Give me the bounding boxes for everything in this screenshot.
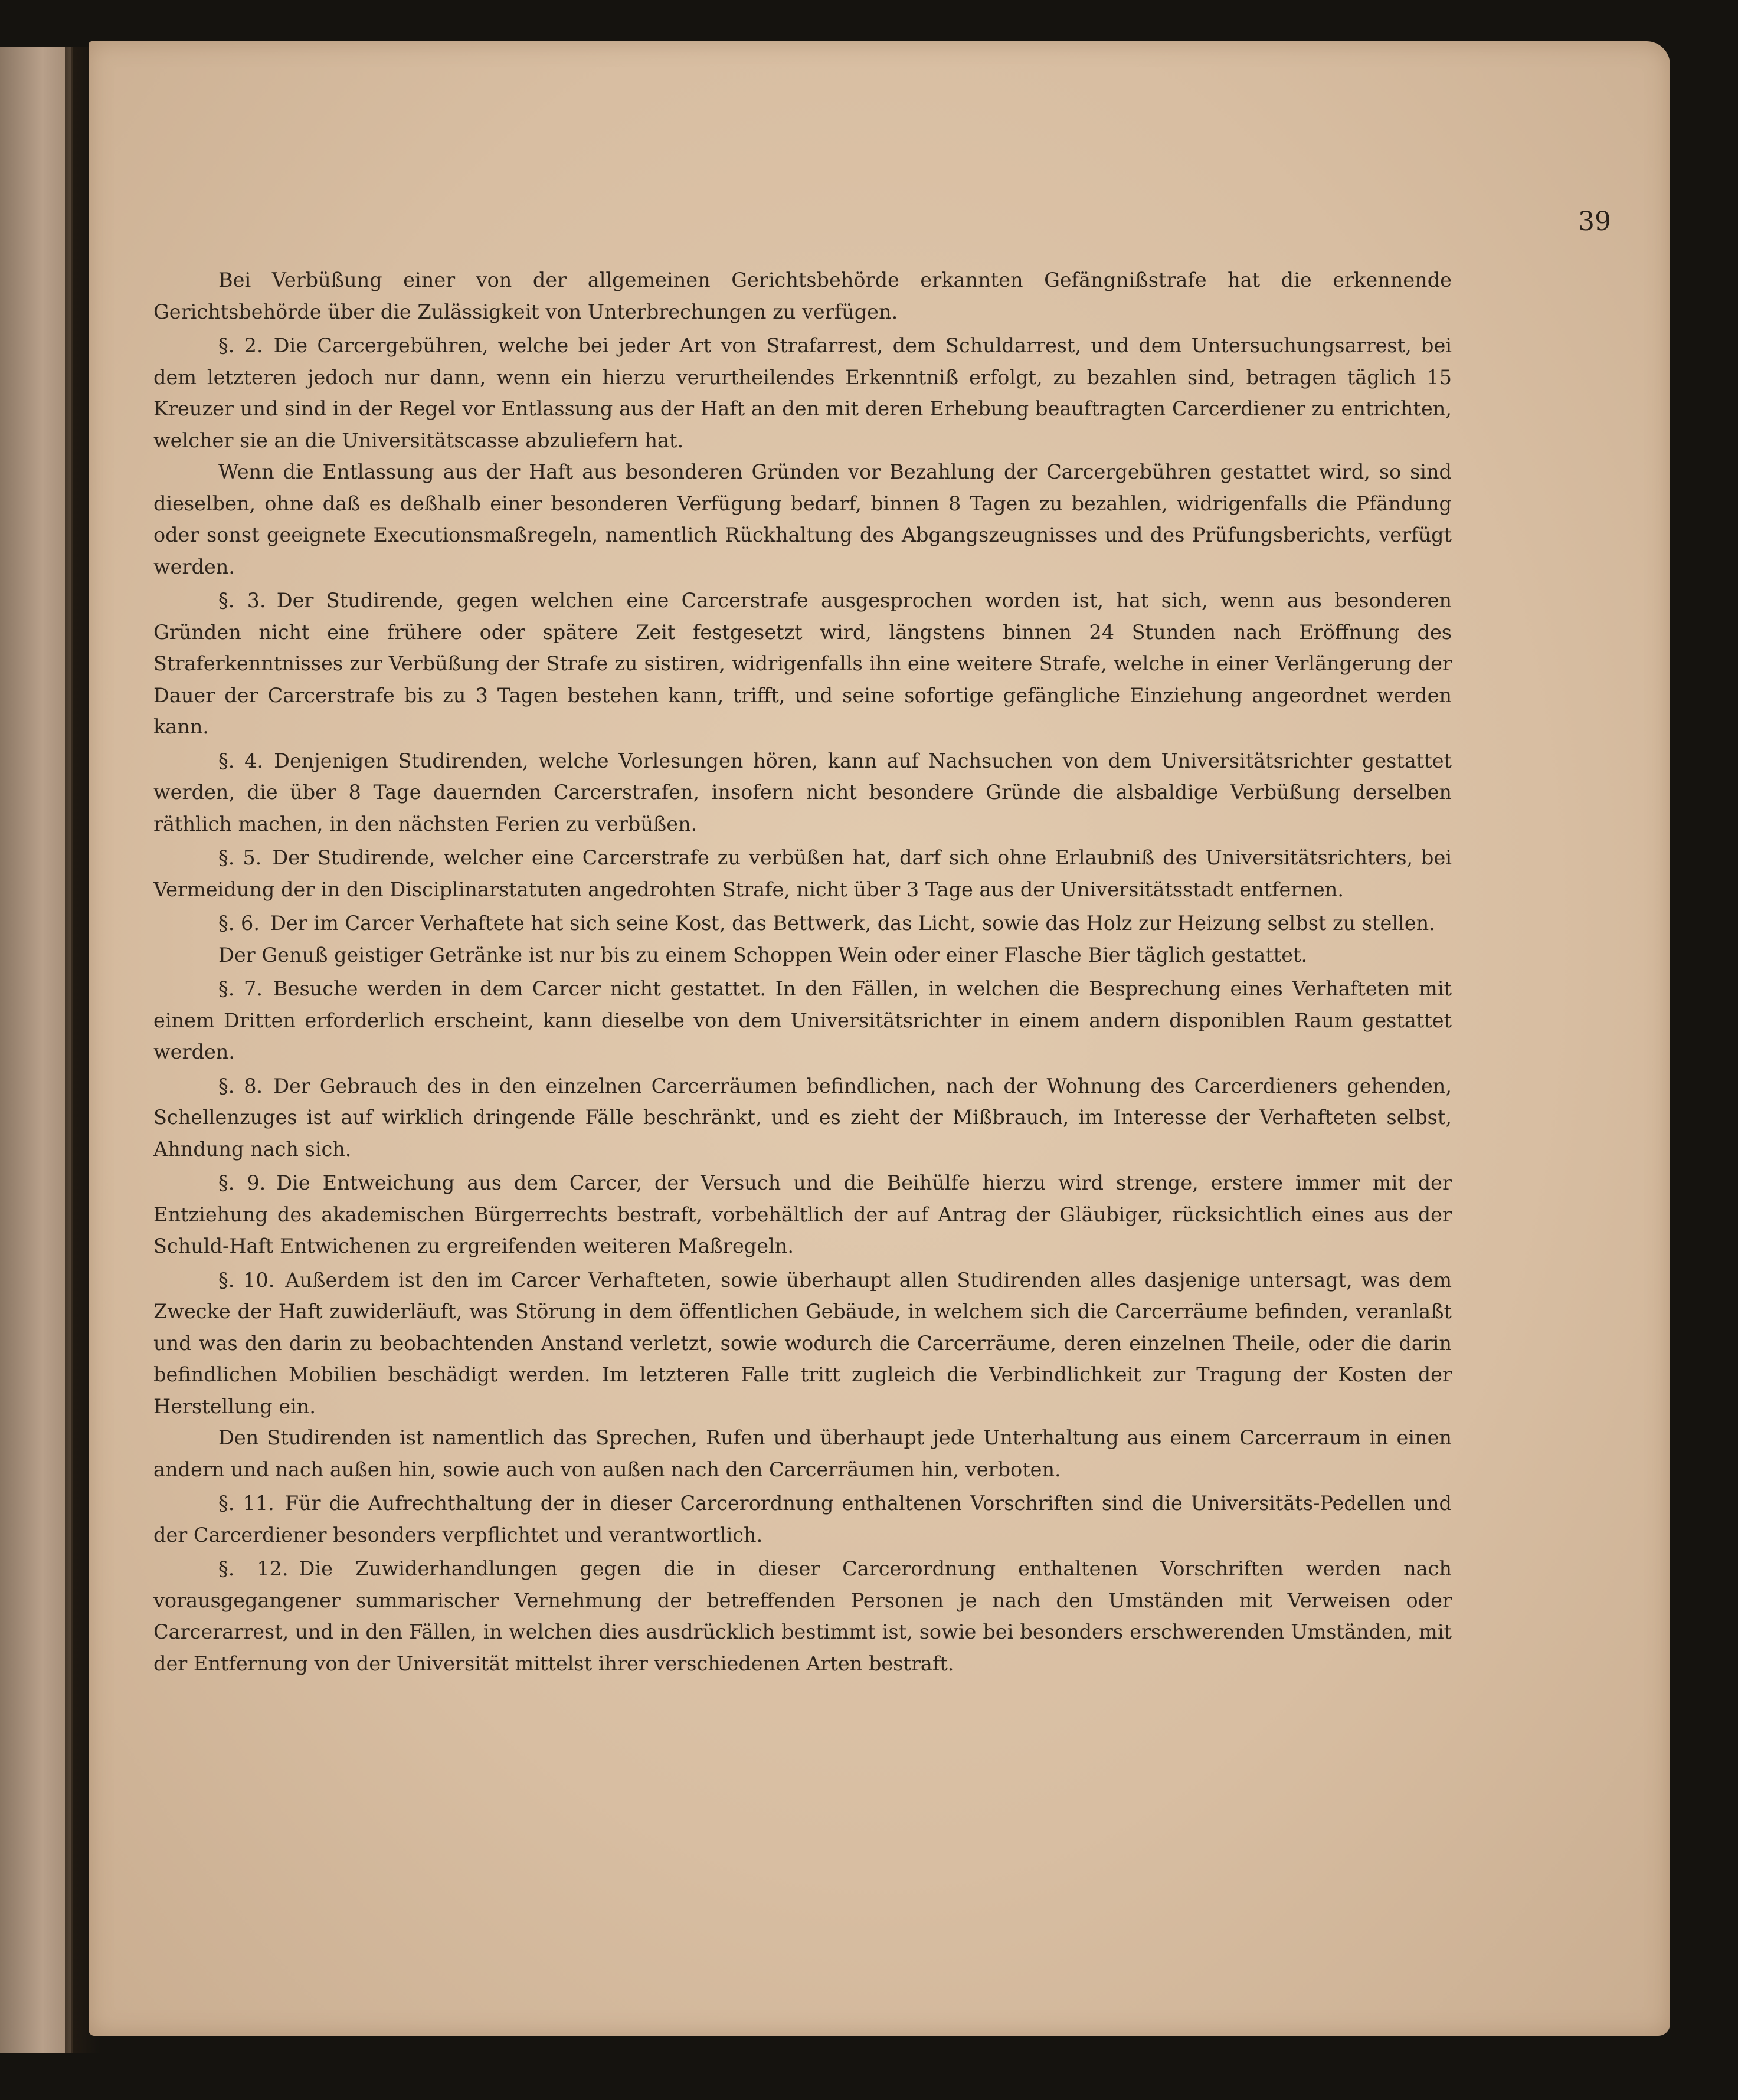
paragraph-8: Der Genuß geistiger Getränke ist nur bis zu einem Schoppen Wein oder einer Flasche Bier täglich gestattet.: [218, 943, 1308, 967]
paragraph-section-6: §. 6. Der im Carcer Verhaftete hat sich seine Kost, das Bettwerk, das Licht, sowie das Holz zur Heizung selbst zu stellen.: [218, 912, 1435, 935]
section-number: §. 2.: [218, 334, 263, 357]
left-page-edge: [0, 47, 73, 2053]
paragraph-section-4: §. 4. Denjenigen Studirenden, welche Vorlesungen hören, kann auf Nachsuchen von dem Universitätsrichter gestattet werden, die über 8 Tage dauernden Carcerstrafen, insofern nicht besondere Gründe die alsbaldige Verbüßung derselben räthlich machen, in den nächsten Ferien zu verbüßen.: [153, 749, 1452, 836]
section-number: §. 12.: [218, 1557, 289, 1580]
section-number: §. 7.: [218, 977, 263, 1000]
section-number: §. 3.: [218, 589, 266, 612]
paragraph-section-7: §. 7. Besuche werden in dem Carcer nicht gestattet. In den Fällen, in welchen die Besprechung eines Verhafteten mit einem Dritten erforderlich erscheint, kann dieselbe von dem Universitätsrichter in einem andern disponiblen Raum gestattet werden.: [153, 977, 1452, 1063]
paragraph-section-8: §. 8. Der Gebrauch des in den einzelnen Carcerräumen befindlichen, nach der Wohnung des Carcerdieners gehenden, Schellenzuges ist auf wirklich dringende Fälle beschränkt, und es zieht der Mißbrauch, im Interesse der Verhafteten selbst, Ahndung nach sich.: [153, 1074, 1452, 1161]
section-number: §. 4.: [218, 749, 264, 772]
paragraph-1: Bei Verbüßung einer von der allgemeinen Gerichtsbehörde erkannten Gefängnißstrafe hat die erkennende Gerichtsbehörde über die Zulässigkeit von Unterbrechungen zu verfügen.: [153, 268, 1452, 323]
paragraph-section-12: §. 12. Die Zuwiderhandlungen gegen die in dieser Carcerordnung enthaltenen Vorschriften werden nach vorausgegangener summarischer Vernehmung der betreffenden Personen je nach den Umständen mit Verweisen oder Carcerarrest, und in den Fällen, in welchen dies ausdrücklich bestimmt ist, sowie bei besonders erschwerenden Umständen, mit der Entfernung von der Universität mittelst ihrer verschiedenen Arten bestraft.: [153, 1557, 1452, 1675]
paragraph-section-10: §. 10. Außerdem ist den im Carcer Verhafteten, sowie überhaupt allen Studirenden alles dasjenige untersagt, was dem Zwecke der Haft zuwiderläuft, was Störung in dem öffentlichen Gebäude, in welchem sich die Carcerräume befinden, veranlaßt und was den darin zu beobachtenden Anstand verletzt, sowie wodurch die Carcerräume, deren einzelnen Theile, oder die darin befindlichen Mobilien beschädigt werden. Im letzteren Falle tritt zugleich die Verbindlichkeit zur Tragung der Kosten der Herstellung ein.: [153, 1268, 1452, 1418]
section-number: §. 11.: [218, 1492, 274, 1515]
section-number: §. 8.: [218, 1074, 263, 1097]
paragraph-13: Den Studirenden ist namentlich das Sprechen, Rufen und überhaupt jede Unterhaltung aus einem Carcerraum in einen andern und nach außen hin, sowie auch von außen nach den Carcerräumen hin, verboten.: [153, 1426, 1452, 1481]
paragraph-section-2: §. 2. Die Carcergebühren, welche bei jeder Art von Strafarrest, dem Schuldarrest, und dem Untersuchungsarrest, bei dem letzteren jedoch nur dann, wenn ein hierzu verurtheilendes Erkenntniß erfolgt, zu bezahlen sind, betragen täglich 15 Kreuzer und sind in der Regel vor Entlassung aus der Haft an den mit deren Erhebung beauftragten Carcerdiener zu entrichten, welcher sie an die Universitätscasse abzuliefern hat.: [153, 334, 1452, 452]
paragraph-section-3: §. 3. Der Studirende, gegen welchen eine Carcerstrafe ausgesprochen worden ist, hat sich, wenn aus besonderen Gründen nicht eine frühere oder spätere Zeit festgesetzt wird, längstens binnen 24 Stunden nach Eröffnung des Straferkenntnisses zur Verbüßung der Strafe zu sistiren, widrigenfalls ihn eine weitere Strafe, welche in einer Verlängerung der Dauer der Carcerstrafe bis zu 3 Tagen bestehen kann, trifft, und seine sofortige gefängliche Einziehung angeordnet werden kann.: [153, 589, 1452, 738]
section-number: §. 9.: [218, 1171, 266, 1194]
section-number: §. 5.: [218, 846, 262, 869]
paragraph-3: Wenn die Entlassung aus der Haft aus besonderen Gründen vor Bezahlung der Carcergebühren gestattet wird, so sind dieselben, ohne daß es deßhalb einer besonderen Verfügung bedarf, binnen 8 Tagen zu bezahlen, widrigenfalls die Pfändung oder sonst geeignete Executionsmaßregeln, namentlich Rückhaltung des Abgangszeugnisses und des Prüfungsberichts, verfügt werden.: [153, 460, 1452, 578]
paragraph-section-9: §. 9. Die Entweichung aus dem Carcer, der Versuch und die Beihülfe hierzu wird strenge, erstere immer mit der Entziehung des akademischen Bürgerrechts bestraft, vorbehältlich der auf Antrag der Gläubiger, rücksichtlich eines aus der Schuld-Haft Entwichenen zu ergreifenden weiteren Maßregeln.: [153, 1171, 1452, 1257]
section-number: §. 10.: [218, 1268, 275, 1292]
page-number: 39: [1578, 207, 1611, 237]
document-body: [153, 264, 1452, 1679]
paragraph-section-5: §. 5. Der Studirende, welcher eine Carcerstrafe zu verbüßen hat, darf sich ohne Erlaubniß des Universitätsrichters, bei Vermeidung der in den Disciplinarstatuten angedrohten Strafe, nicht über 3 Tage aus der Universitätsstadt entfernen.: [153, 846, 1452, 901]
paragraph-section-11: §. 11. Für die Aufrechthaltung der in dieser Carcerordnung enthaltenen Vorschriften sind die Universitäts-Pedellen und der Carcerdiener besonders verpflichtet und verantwortlich.: [153, 1492, 1452, 1547]
section-number: §. 6.: [218, 912, 260, 935]
